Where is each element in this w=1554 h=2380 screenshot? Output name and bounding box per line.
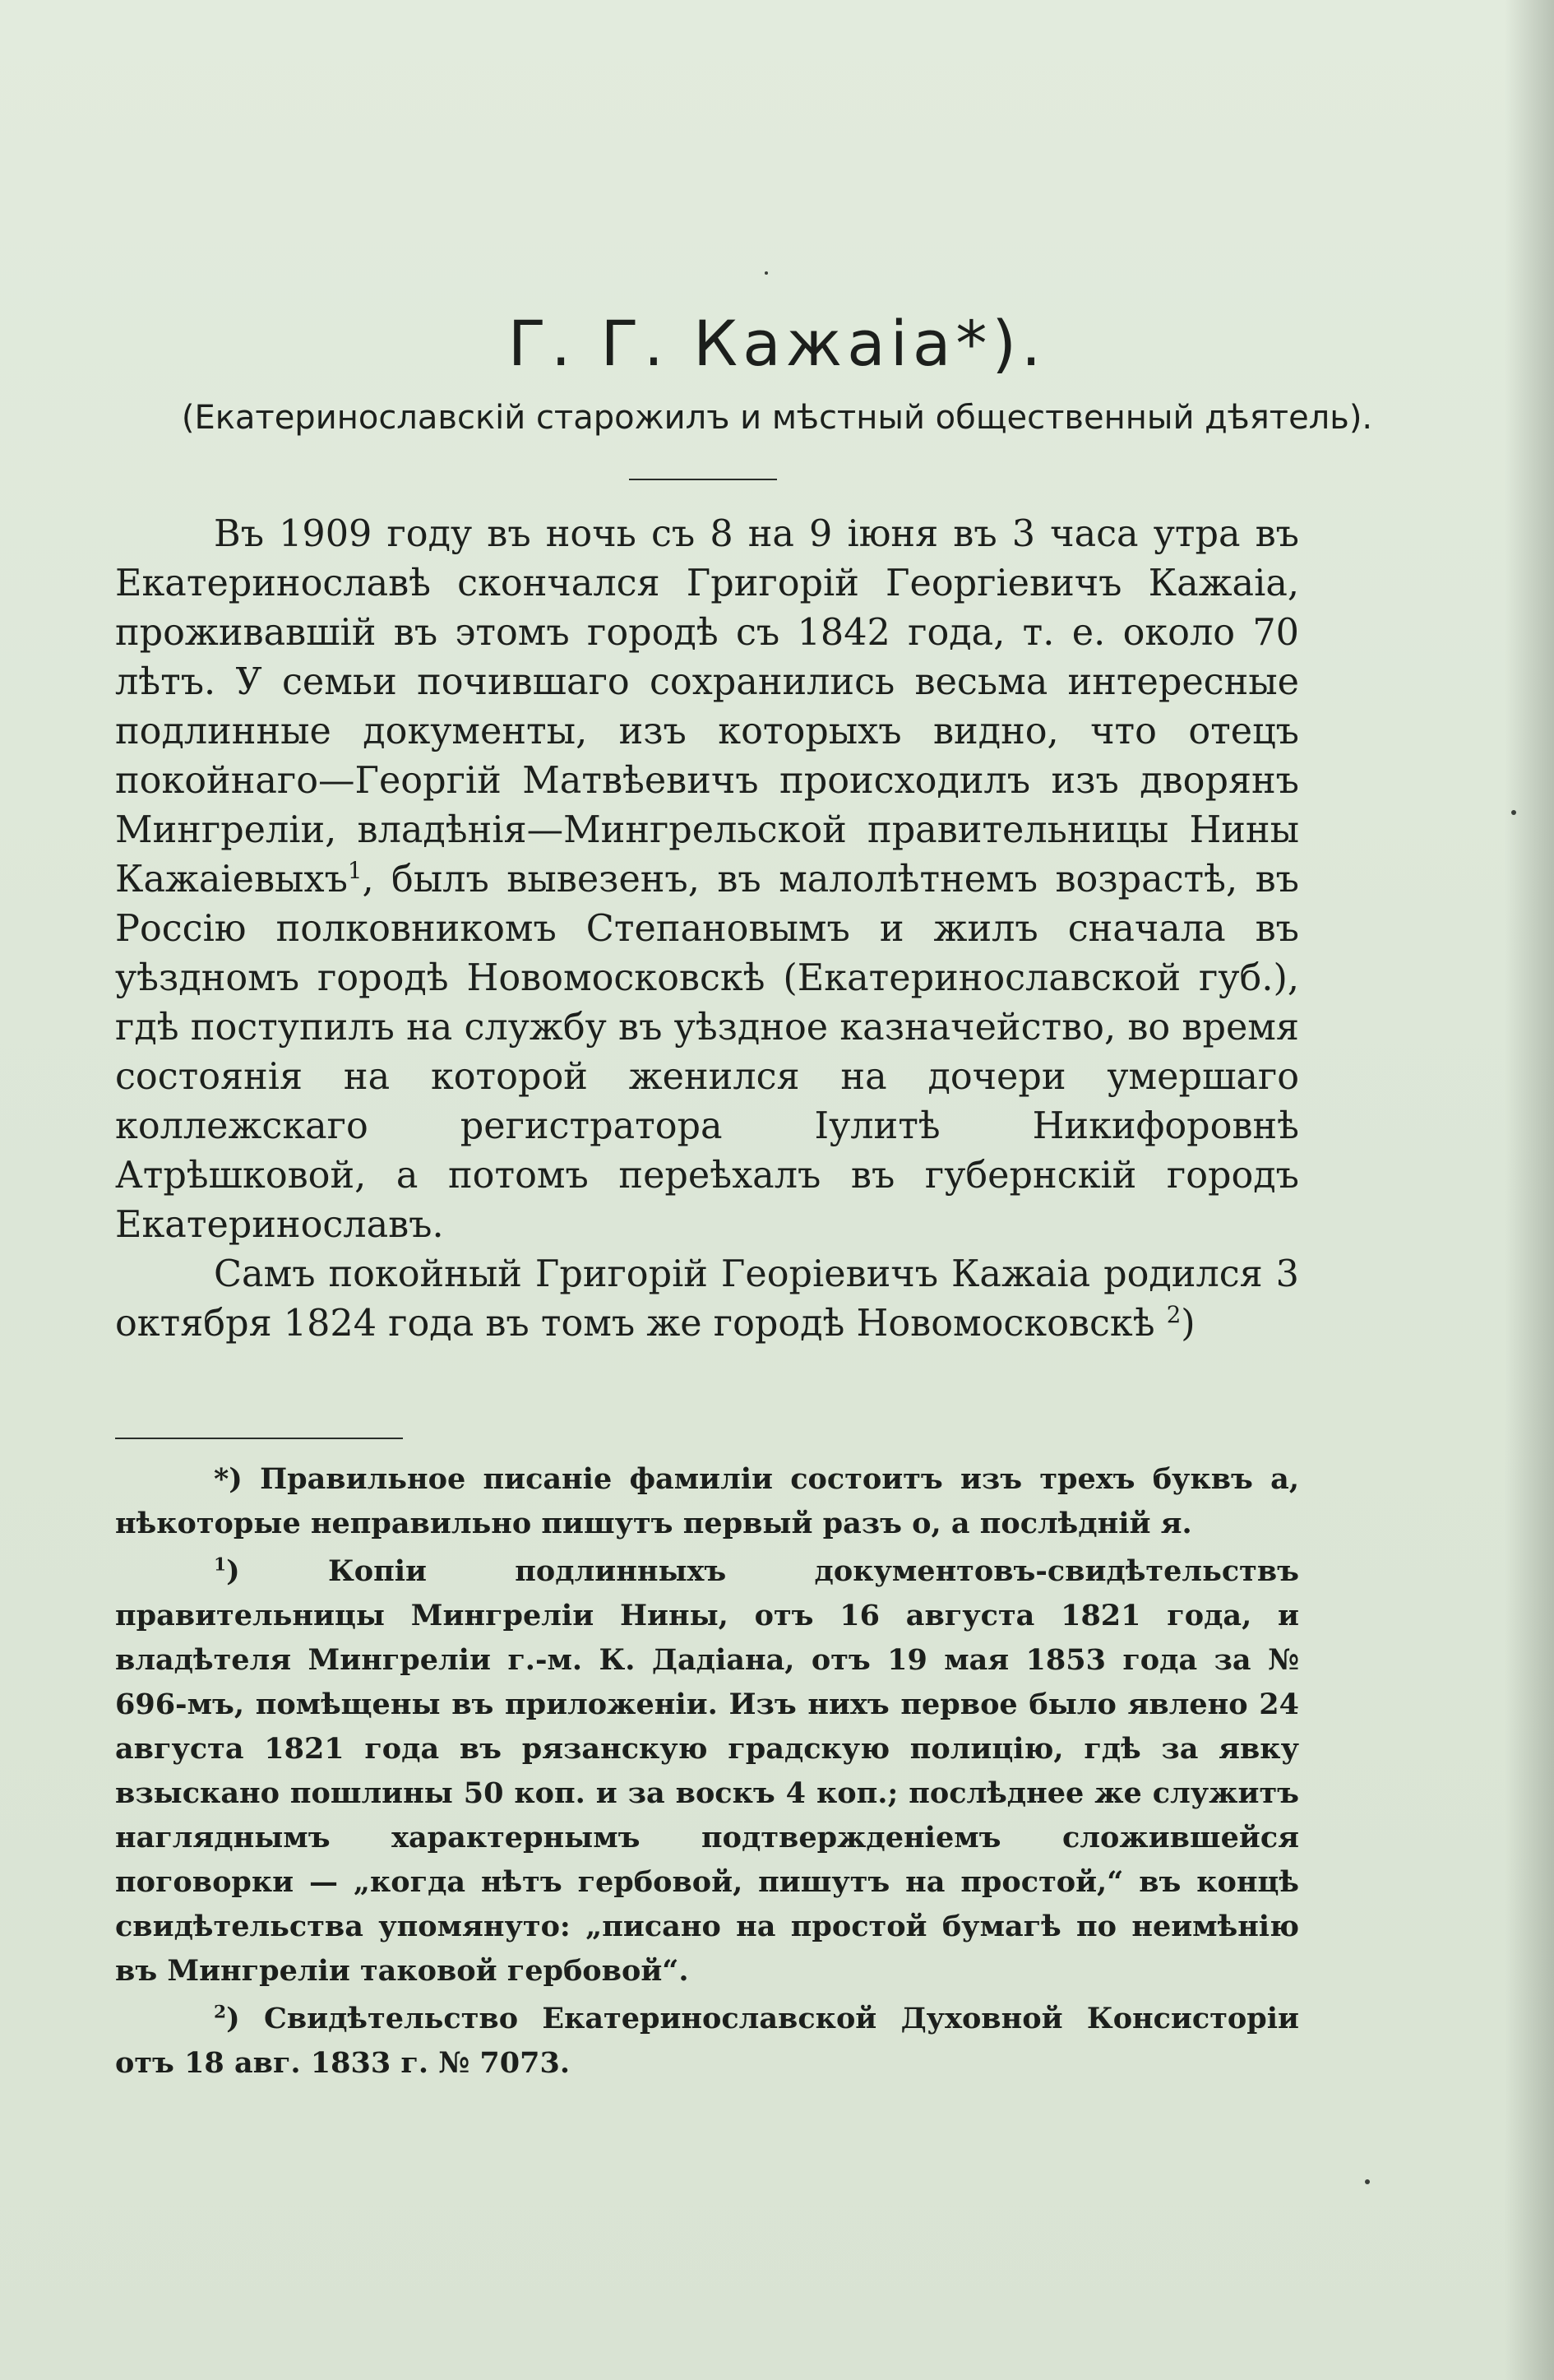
body-text: [115, 510, 1299, 1349]
article-title: [0, 304, 1554, 383]
footnote-2-text: ) Свидѣтельство Екатеринославской Духовной Консисторiи отъ 18 авг. 1833 г. № 7073.: [115, 2002, 1299, 2080]
footnote-star-mark: *): [214, 1462, 243, 1496]
paragraph-1-text: Въ 1909 году въ ночь съ 8 на 9 iюня въ 3 часа утра въ Екатеринославѣ скончался Григорiй Георгiевичъ Кажаiа, проживавшiй въ этомъ городѣ съ 1842 года, т. е. около 70 лѣтъ. У семьи почившаго сохранились весьма интересные подлинные документы, изъ которыхъ видно, что отецъ покойнаго—Георгiй Матвѣевичъ происходилъ изъ дворянъ Мингрелiи, владѣнiя—Мингрельской правительницы Нины Кажаiевыхъ: [115, 513, 1299, 901]
paragraph-1: [115, 510, 1299, 1250]
title-text: Г. Г. Кажаiа: [507, 307, 956, 380]
footnote-1: [115, 1549, 1299, 1993]
scan-speck: [765, 271, 768, 275]
footnote-1-mark: 1: [214, 1554, 227, 1576]
article-subtitle: (Екатеринославскiй старожилъ и мѣстный общественный дѣятель).: [181, 399, 1373, 437]
paragraph-2-text: Самъ покойный Григорiй Георiевичъ Кажаiа родился 3 октября 1824 года въ томъ же городѣ Новомосковскѣ: [115, 1253, 1299, 1345]
footnote-ref-2: 2: [1166, 1301, 1182, 1329]
footnote-star: [115, 1457, 1299, 1546]
title-footnote-mark: *).: [955, 307, 1047, 380]
footnote-divider: [115, 1438, 403, 1439]
paragraph-1-tail: , былъ вывезенъ, въ малолѣтнемъ возрастѣ, въ Россiю полковникомъ Степановымъ и жилъ сначала въ уѣздномъ городѣ Новомосковскѣ (Екатеринославской губ.), гдѣ поступилъ на службу въ уѣздное казначейство, во время состоянiя на которой женился на дочери умершаго коллежскаго регистратора Iулитѣ Никифоровнѣ Атрѣшковой, а потомъ переѣхалъ въ губернскiй городъ Екатеринославъ.: [115, 859, 1299, 1246]
paragraph-2-tail: ): [1181, 1303, 1196, 1345]
footnotes: [115, 1457, 1299, 2089]
scan-speck: [1365, 2179, 1370, 2184]
paragraph-2: [115, 1250, 1299, 1349]
footnote-2-mark: 2: [214, 2002, 227, 2023]
title-divider: [629, 479, 777, 480]
footnote-star-text: Правильное писанiе фамилiи состоитъ изъ трехъ буквъ а, нѣкоторые неправильно пишутъ первый разъ о, а послѣднiй я.: [115, 1462, 1299, 1540]
scan-speck: [1511, 810, 1516, 815]
footnote-ref-1: 1: [347, 857, 363, 885]
footnote-2: [115, 1997, 1299, 2086]
footnote-1-text: ) Копiи подлинныхъ документовъ-свидѣтельствъ правительницы Мингрелiи Нины, отъ 16 августа 1821 года, и владѣтеля Мингрелiи г.-м. К. Дадiана, отъ 19 мая 1853 года за № 696-мъ, помѣщены въ приложенiи. Изъ нихъ первое было явлено 24 августа 1821 года въ рязанскую градскую полицiю, гдѣ за явку взыскано пошлины 50 коп. и за воскъ 4 коп.; послѣднее же служитъ нагляднымъ характернымъ подтвержденiемъ сложившейся поговорки — „когда нѣтъ гербовой, пишутъ на простой,“ въ концѣ свидѣтельства упомянуто: „писано на простой бумагѣ по неимѣнiю въ Мингрелiи таковой гербовой“.: [115, 1554, 1299, 1988]
